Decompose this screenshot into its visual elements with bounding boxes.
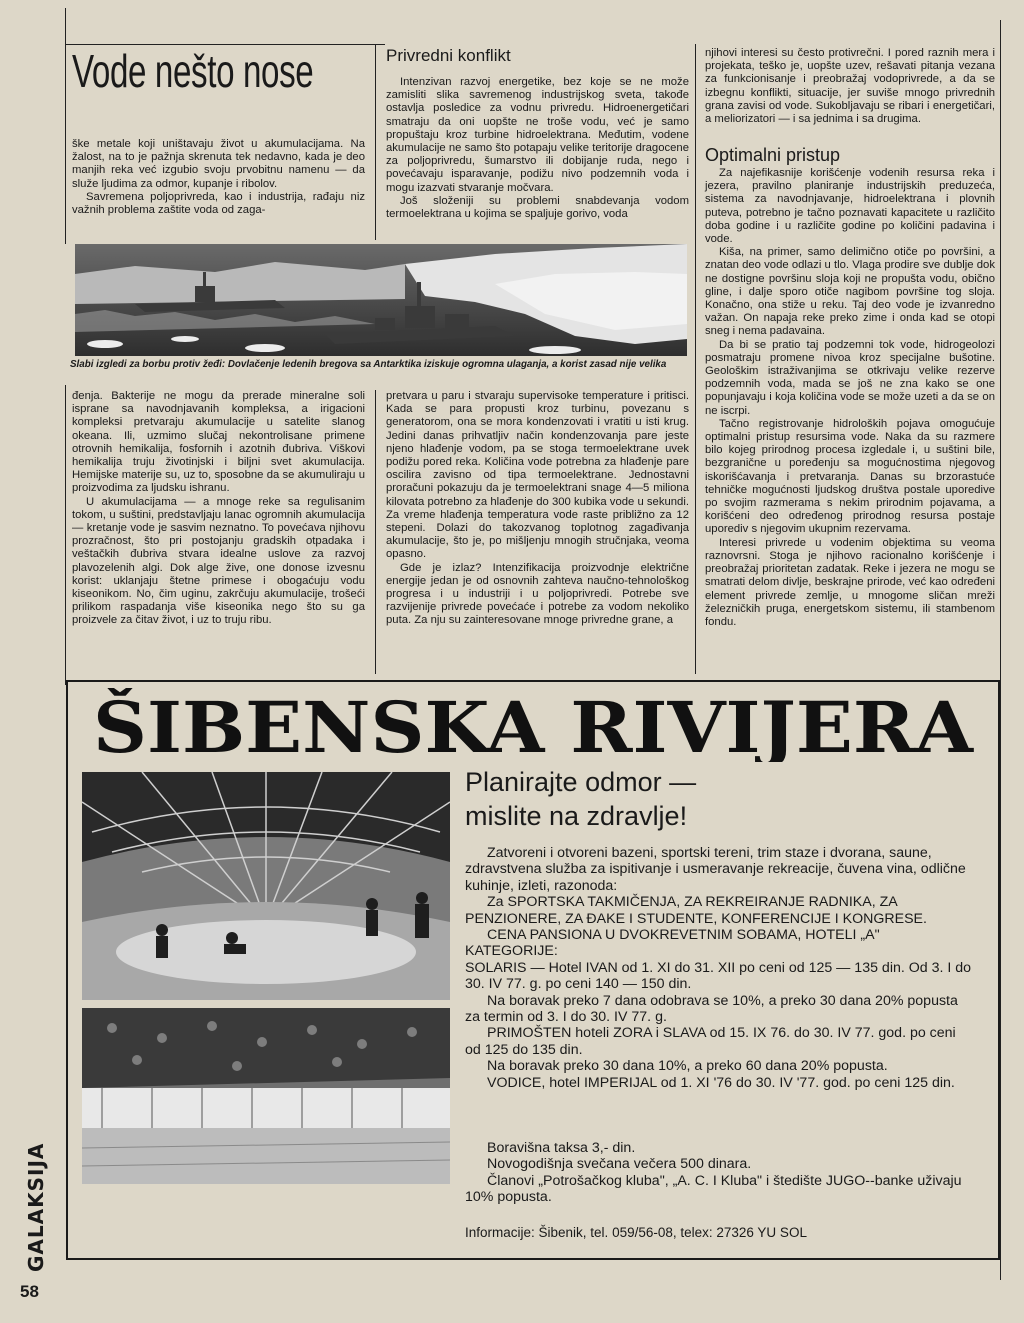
- ad-paragraph: Na boravak preko 7 dana odobrava se 10%, a preko 30 dana 20% popusta za termin od 3. I do 30. IV 77. g.: [465, 992, 958, 1026]
- paragraph: Još složeniji su problemi snabdevanja vodom termoelektrana u kojima se spaljuje gorivo, voda: [386, 194, 689, 221]
- paragraph: Za najefikasnije korišćenje vodenih resursa reka i jezera, pravilno planiranje industrijskih preduzeća, sistema za navodnjavanje, hidroelektrana i plovnih puteva, potrebno je tačno poznavati kapacitete u različito doba godine i u različite godine po količini padavina i vode.: [705, 167, 995, 246]
- article-headline: Vode nešto nose: [72, 45, 314, 97]
- column-divider: [375, 44, 376, 240]
- paragraph: U akumulacijama — a mnoge reke sa regulisanim tokom, u suštini, predstavljaju lanac ogromnih akumulacija — kretanje vode je sasvim neznatno. To povećava njihovu prozračnost, što pri postojanju gradskih otpadaka i veštačkih đubriva stvara idealne uslove za razvoj plavozelenih algi. Dok alge žive, one donose izvesnu korist: uklanjaju štetne primese i obogaćuju vodu kiseonikom. No, čim uginu, zakrčuju akumulacije, trošeći prilikom raspadanja više kiseonika nego što su ga proizvele za čitav život, i uz to truju ribu.: [72, 495, 365, 627]
- paragraph: pretvara u paru i stvaraju supervisoke temperature i pritisci. Kada se para propusti kroz turbinu, povezanu s generatorom, ona se mora kondenzovati i vratiti u isti krug. Jedini danas prihvatljiv način kondenzovanja pare jeste njeno hlađenje vodom, pa se stoga termoelektrane uvek podižu pored reka. Količina vode potrebna za hlađenje pare oscilira zavisno od tipa termoelektrane. Jednostavni proračuni pokazuju da je termoelektrani snage 4—5 miliona kilovata potrebno za hlađenje do 300 kubika vode u sekundi. Za vreme hlađenja temperatura vode raste približno za 12 stepeni. Dolazi do takozvanog toplotnog zagađivanja akumulacije, što je, po mišljenju mnogih stručnjaka, veoma opasno.: [386, 390, 689, 561]
- article-col1-bottom: [72, 390, 365, 628]
- paragraph: Intenzivan razvoj energetike, bez koje se ne može zamisliti slika savremenog industrijskog sveta, takođe ostavlja posledice za vodnu privredu. Hidroenergetičari smatraju da oni uopšte ne troše vodu, već je samo propuštaju kroz turbine hidroelektrana. Međutim, vodene akumulacije ne samo što potapaju velike teritorije dragocene za poljoprivredu, šumarstvo ili dobijanje ruda, nego i povećavaju isparavanje, podižu nivo podzemnih voda i mogu izazvati stvaranje močvara.: [386, 76, 689, 194]
- column-divider: [695, 44, 696, 674]
- ad-body: [465, 845, 973, 1091]
- paragraph: Interesi privrede u vodenim objektima su veoma raznovrsni. Stoga je njihovo racionalno korišćenje i preobražaj prioritetan zadatak. Reke i jezera ne mogu se smatrati delom divlje, beskrajne prirode, već kao određeni element privrede zemlje, u mnogome sličan mreži železničkih pruga, energetskom sistemu, ili stambenom fondu.: [705, 536, 995, 628]
- indoor-pool-illustration: [82, 772, 450, 1000]
- magazine-logo: GALAKSIJA: [24, 1142, 48, 1272]
- paragraph: Tačno registrovanje hidroloških pojava omogućuje optimalni pristup resursima vode. Naka da su razmere bilo kojeg prirodnog procesa izgledale i, u suštini bile, bezgranične u poređenju sa mogućnostima njegovog iskorišćavanja i pretvaranja. Danas su brzorastuće tehničke mogućnosti ljudskog društva postale uporedive po svojim razmerama s nekim prirodnim pojavama, a korišćeni deo određenog prirodnog resursa postaje uporediv s njegovim ukupnim rezervama.: [705, 417, 995, 536]
- hall-pool-photo: [82, 1008, 450, 1184]
- hall-pool-illustration: [82, 1008, 450, 1184]
- ad-paragraph: Novogodišnja svečana večera 500 dinara.: [487, 1156, 752, 1173]
- paragraph: đenja. Bakterije ne mogu da prerade mineralne soli isprane sa navodnjavanih kompleksa, a irigacioni kompleksi pretvaraju akumulacije u satelite slanog okeana. Ili, uzmimo slučaj nekontrolisane primene otrovnih hemikalija, fosfornih i azotnih đubriva. Viškovi hemikalija truju životinjski i biljni svet akumulacija. Hemijske materije su, uz to, sposobne da se akumuliraju u proizvodima za ljudsku ishranu.: [72, 390, 365, 495]
- article-col2-bottom: [386, 390, 689, 628]
- ad-contact: Informacije: Šibenik, tel. 059/56-08, telex: 27326 YU SOL: [465, 1225, 807, 1240]
- ad-paragraph: CENA PANSIONA U DVOKREVETNIM SOBAMA, HOTELI „A" KATEGORIJE:: [465, 927, 880, 960]
- ad-paragraph: PRIMOŠTEN hoteli ZORA i SLAVA od 15. IX 76. do 30. IV 77. god. po ceni od 125 do 135 din.: [465, 1025, 956, 1058]
- ad-paragraph: Zatvoreni i otvoreni bazeni, sportski tereni, trim staze i dvorana, saune, zdravstvena služba za ispitivanje i usmeravanje rekreacije, čuvena vina, odlične kuhinje, izleti, razonoda:: [465, 845, 966, 894]
- paragraph: Gde je izlaz? Intenzifikacija proizvodnje električne energije jedan je od osnovnih zahteva naučno-tehnološkog progresa i u industriji i u poljoprivredi. Potrebe sve razvijenije privrede povećaće i potrebe za vodom nekoliko puta. Za nju su zainteresovane mnoge privredne grane, a: [386, 561, 689, 627]
- section-heading-optimalni-pristup: Optimalni pristup: [705, 145, 841, 165]
- paragraph: njihovi interesi su često protivrečni. I pored raznih mera i projekata, teško je, uopšte uzev, rešavati pitanja vezana za funkcionisanje i preobražaj vodoprivrede, a da se izbegnu konflikti, situacije, jer suviše mnogo privrednih grana zavisi od vode. Sukobljavaju se ribari i energetičari, a meliorizatori — i sa jednima i sa drugima.: [705, 47, 995, 126]
- ad-paragraph: VODICE, hotel IMPERIJAL od 1. XI '76 do 30. IV '77. god. po ceni 125 din.: [487, 1074, 955, 1091]
- article-col2-top: [386, 76, 689, 221]
- paragraph: Da bi se pratio taj podzemni tok vode, hidrogeolozi posmatraju promene nivoa kroz specijalne bušotine. Geološkim istraživanjima se otkrivaju velike rezerve podzemnih voda, mada se još ne zna kako se one popunjavaju i koja količina vode se može uzeti a da se on ne iscrpi.: [705, 338, 995, 417]
- ad-title-graphic: [88, 688, 978, 762]
- ad-footer: [465, 1140, 973, 1206]
- article-col3-top: [705, 47, 995, 126]
- column-divider: [375, 390, 376, 674]
- photo-caption: Slabi izgledi za borbu protiv žeđi: Dovlačenje ledenih bregova sa Antarktika iziskuje ogromna ulaganja, a korist zasad nije velika: [70, 359, 667, 370]
- ad-slogan-line1: Planirajte odmor —: [465, 767, 697, 797]
- paragraph: Savremena poljoprivreda, kao i industrija, rađaju niz važnih problema zaštite voda od zaga-: [72, 190, 365, 217]
- left-border-top: [65, 8, 66, 244]
- paragraph: ške metale koji uništavaju život u akumulacijama. Na žalost, na to je pažnja skrenuta tek nedavno, kada je deo manjih reka već izgubio svoju prvobitnu namenu — da služe ljudima za odmor, kupanje i ribolov.: [72, 138, 365, 190]
- article-col1-top: [72, 138, 365, 217]
- ad-slogan: [465, 765, 696, 833]
- ad-paragraph: Boravišna taksa 3,- din.: [487, 1140, 636, 1156]
- article-col3-bottom: [705, 167, 995, 629]
- iceberg-ships-illustration: [75, 244, 687, 356]
- ad-paragraph: Za SPORTSKA TAKMIČENJA, ZA REKREIRANJE RADNIKA, ZA PENZIONERE, ZA ĐAKE I STUDENTE, KONFERENCIJE I KONGRESE.: [465, 894, 927, 927]
- page-number: 58: [20, 1282, 39, 1301]
- left-border-bottom: [65, 385, 66, 685]
- ad-title-wrapper: [88, 688, 978, 762]
- ad-paragraph: Članovi „Potrošačkog kluba", „A. C. I Kluba" i štedište JUGO--banke uživaju 10% popusta.: [465, 1172, 962, 1206]
- indoor-pool-photo: [82, 772, 450, 1000]
- ad-title: ŠIBENSKA RIVIJERA: [93, 688, 975, 762]
- section-heading-privredni-konflikt: Privredni konflikt: [386, 46, 511, 65]
- right-border: [1000, 20, 1001, 1280]
- iceberg-photo: [75, 244, 687, 356]
- paragraph: Kiša, na primer, samo delimično otiče po površini, a znatan deo vode odlazi u tlo. Vlaga prodire sve dublje dok ne dostigne površinu sloja koji ne propušta vodu, obično gline, i dalje sporo otiče nagibom površine tog sloja. Konačno, ona stiže u reku. Taj deo vode je izvanredno važan. On napaja reke preko zime i onda kad se otopi sneg i nema padavaina.: [705, 246, 995, 338]
- ad-paragraph: Na boravak preko 30 dana 10%, a preko 60 dana 20% popusta.: [487, 1058, 888, 1075]
- ad-slogan-line2: mislite na zdravlje!: [465, 801, 688, 831]
- ad-paragraph: SOLARIS — Hotel IVAN od 1. XI do 31. XII po ceni od 125 — 135 din. Od 3. I do 30. IV 77. g. po ceni 140 — 150 din.: [465, 959, 972, 993]
